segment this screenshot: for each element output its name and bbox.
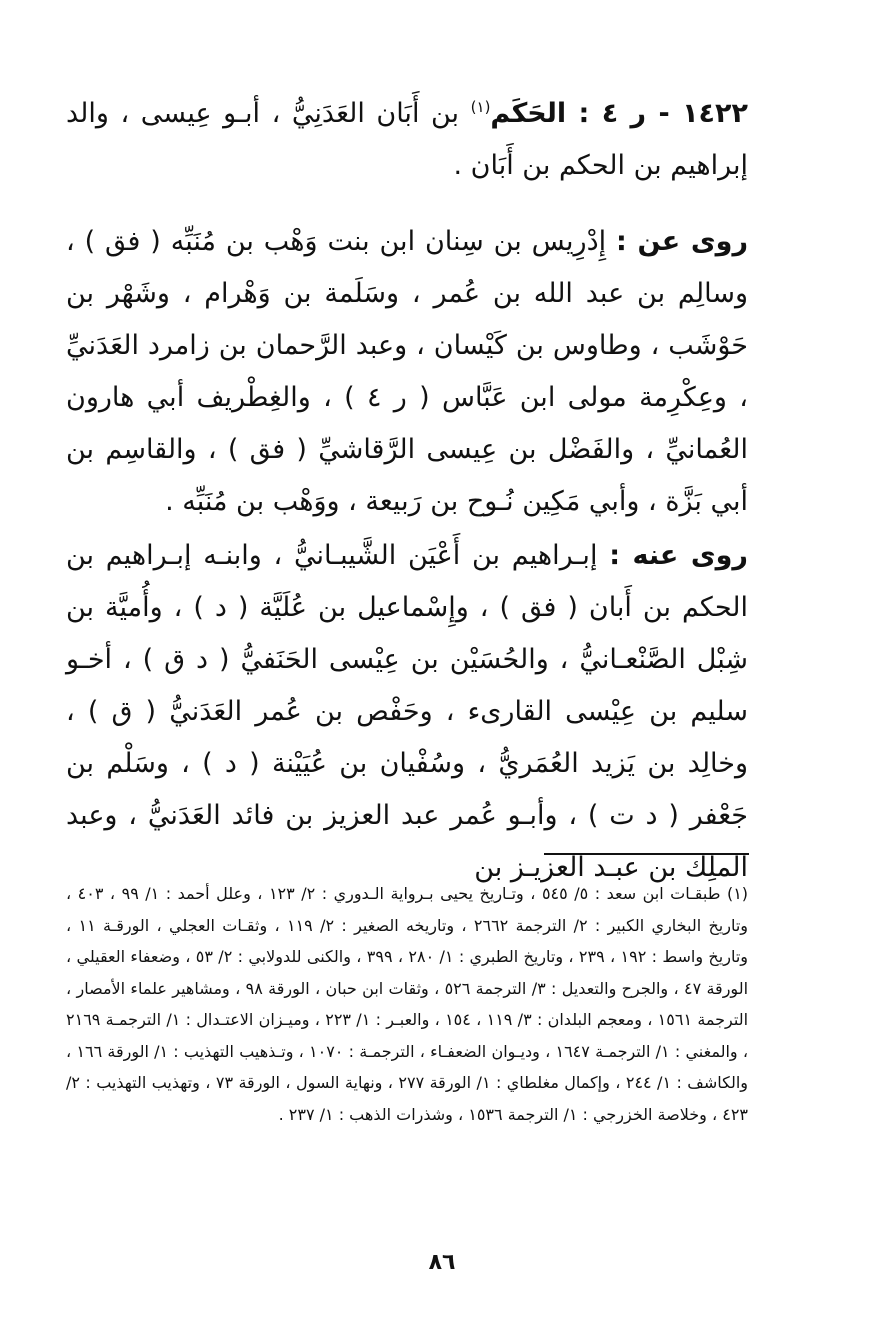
entry-heading: ١٤٢٢ - ر ٤ : الحَكَم: [490, 98, 748, 129]
footnote-marker: (١): [726, 884, 749, 903]
footnote-text: طبقـات ابن سعد : ٥/ ٥٤٥ ، وتـاريخ يحيى بـرواية الـدوري : ٢/ ١٢٣ ، وعلل أحمد : ١/ ٩٩ ، ٤٠٣ ، وتاريخ البخاري الكبير : ٢/ الترجمة ٢٦٦٢ ، وتاريخه الصغير : ٢/ ١١٩ ، وثقـات العجلي ، الورقـة ١١ ، وتاريخ واسط : ١٩٢ ، ٢٣٩ ، وتاريخ الطبري : ١/ ٢٨٠ ، ٣٩٩ ، والكنى للدولابي : ٢/ ٥٣ ، وضعفاء العقيلي ، الورقة ٤٧ ، والجرح والتعديل : ٣/ الترجمة ٥٢٦ ، وثقات ابن حبان ، الورقة ٩٨ ، ومشاهير علماء الأمصار ، الترجمة ١٥٦١ ، ومعجم البلدان : ٣/ ١١٩ ، ١٥٤ ، والعبـر : ١/ ٢٢٣ ، وميـزان الاعتـدال : ١/ الترجمـة ٢١٦٩ ، والمغني : ١/ الترجمـة ١٦٤٧ ، وديـوان الضعفـاء ، الترجمـة : ١٠٧٠ ، وتـذهيب التهذيب : ١/ الورقة ١٦٦ ، والكاشف : ١/ ٢٤٤ ، وإكمال مغلطاي : ١/ الورقة ٢٧٧ ، ونهاية السول ، الورقة ٧٣ ، وتهذيب التهذيب : ٢/ ٤٢٣ ، وخلاصة الخزرجي : ١/ الترجمة ١٥٣٦ ، وشذرات الذهب : ١/ ٢٣٧ .: [66, 884, 749, 1124]
footnote: [66, 878, 748, 1130]
narrated-by-paragraph: [66, 530, 748, 894]
narrated-from-text: إِدْرِيس بن سِنان ابن بنت وَهْب بن مُنَبِّه ( فق ) ، وسالِم بن عبد الله بن عُمر ، وسَلَمة بن وَهْرام ، وشَهْر بن حَوْشَب ، وطاوس بن كَيْسان ، وعبد الرَّحمان بن زامرد العَدَنيِّ ، وعِكْرِمة مولى ابن عَبَّاس ( ر ٤ ) ، والغِطْريف أبي هارون العُمانيِّ ، والفَضْل بن عِيسى الرَّقاشيِّ ( فق ) ، والقاسِم بن أبي بَزَّة ، وأبي مَكِين نُـوح بن رَبيعة ، ووَهْب بن مُنَبِّه .: [66, 226, 748, 517]
page-number: ٨٦: [428, 1250, 456, 1275]
footnote-reference[interactable]: (١): [470, 98, 491, 116]
entry-text: بن أَبَان العَدَنِيُّ ، أبـو عِيسى ، والد إبراهيم بن الحكم بن أَبَان .: [66, 98, 748, 181]
narrated-by-text: إبـراهيم بن أَعْيَن الشَّيبـانيُّ ، وابنـه إبـراهيم بن الحكم بن أَبان ( فق ) ، وإِسْماعيل بن عُلَيَّة ( د ) ، وأُميَّة بن شِبْل الصَّنْعـانيُّ ، والحُسَيْن بن عِيْسى الحَنَفيُّ ( د ق ) ، أخـو سليم بن عِيْسى القارىء ، وحَفْص بن عُمر العَدَنيُّ ( ق ) ، وخالِد بن يَزيد العُمَريُّ ، وسُفْيان بن عُيَيْنة ( د ) ، وسَلْم بن جَعْفر ( د ت ) ، وأبـو عُمر عبد العزيز بن فائد العَدَنيُّ ، وعبد الملِك بن عبـد العزيـز بن: [66, 540, 748, 883]
entry-paragraph: [66, 88, 748, 192]
footnote-divider: [544, 853, 749, 855]
narrated-from-label: روى عن :: [616, 226, 749, 257]
narrated-by-label: روى عنه :: [609, 540, 748, 571]
narrated-from-paragraph: [66, 216, 748, 528]
